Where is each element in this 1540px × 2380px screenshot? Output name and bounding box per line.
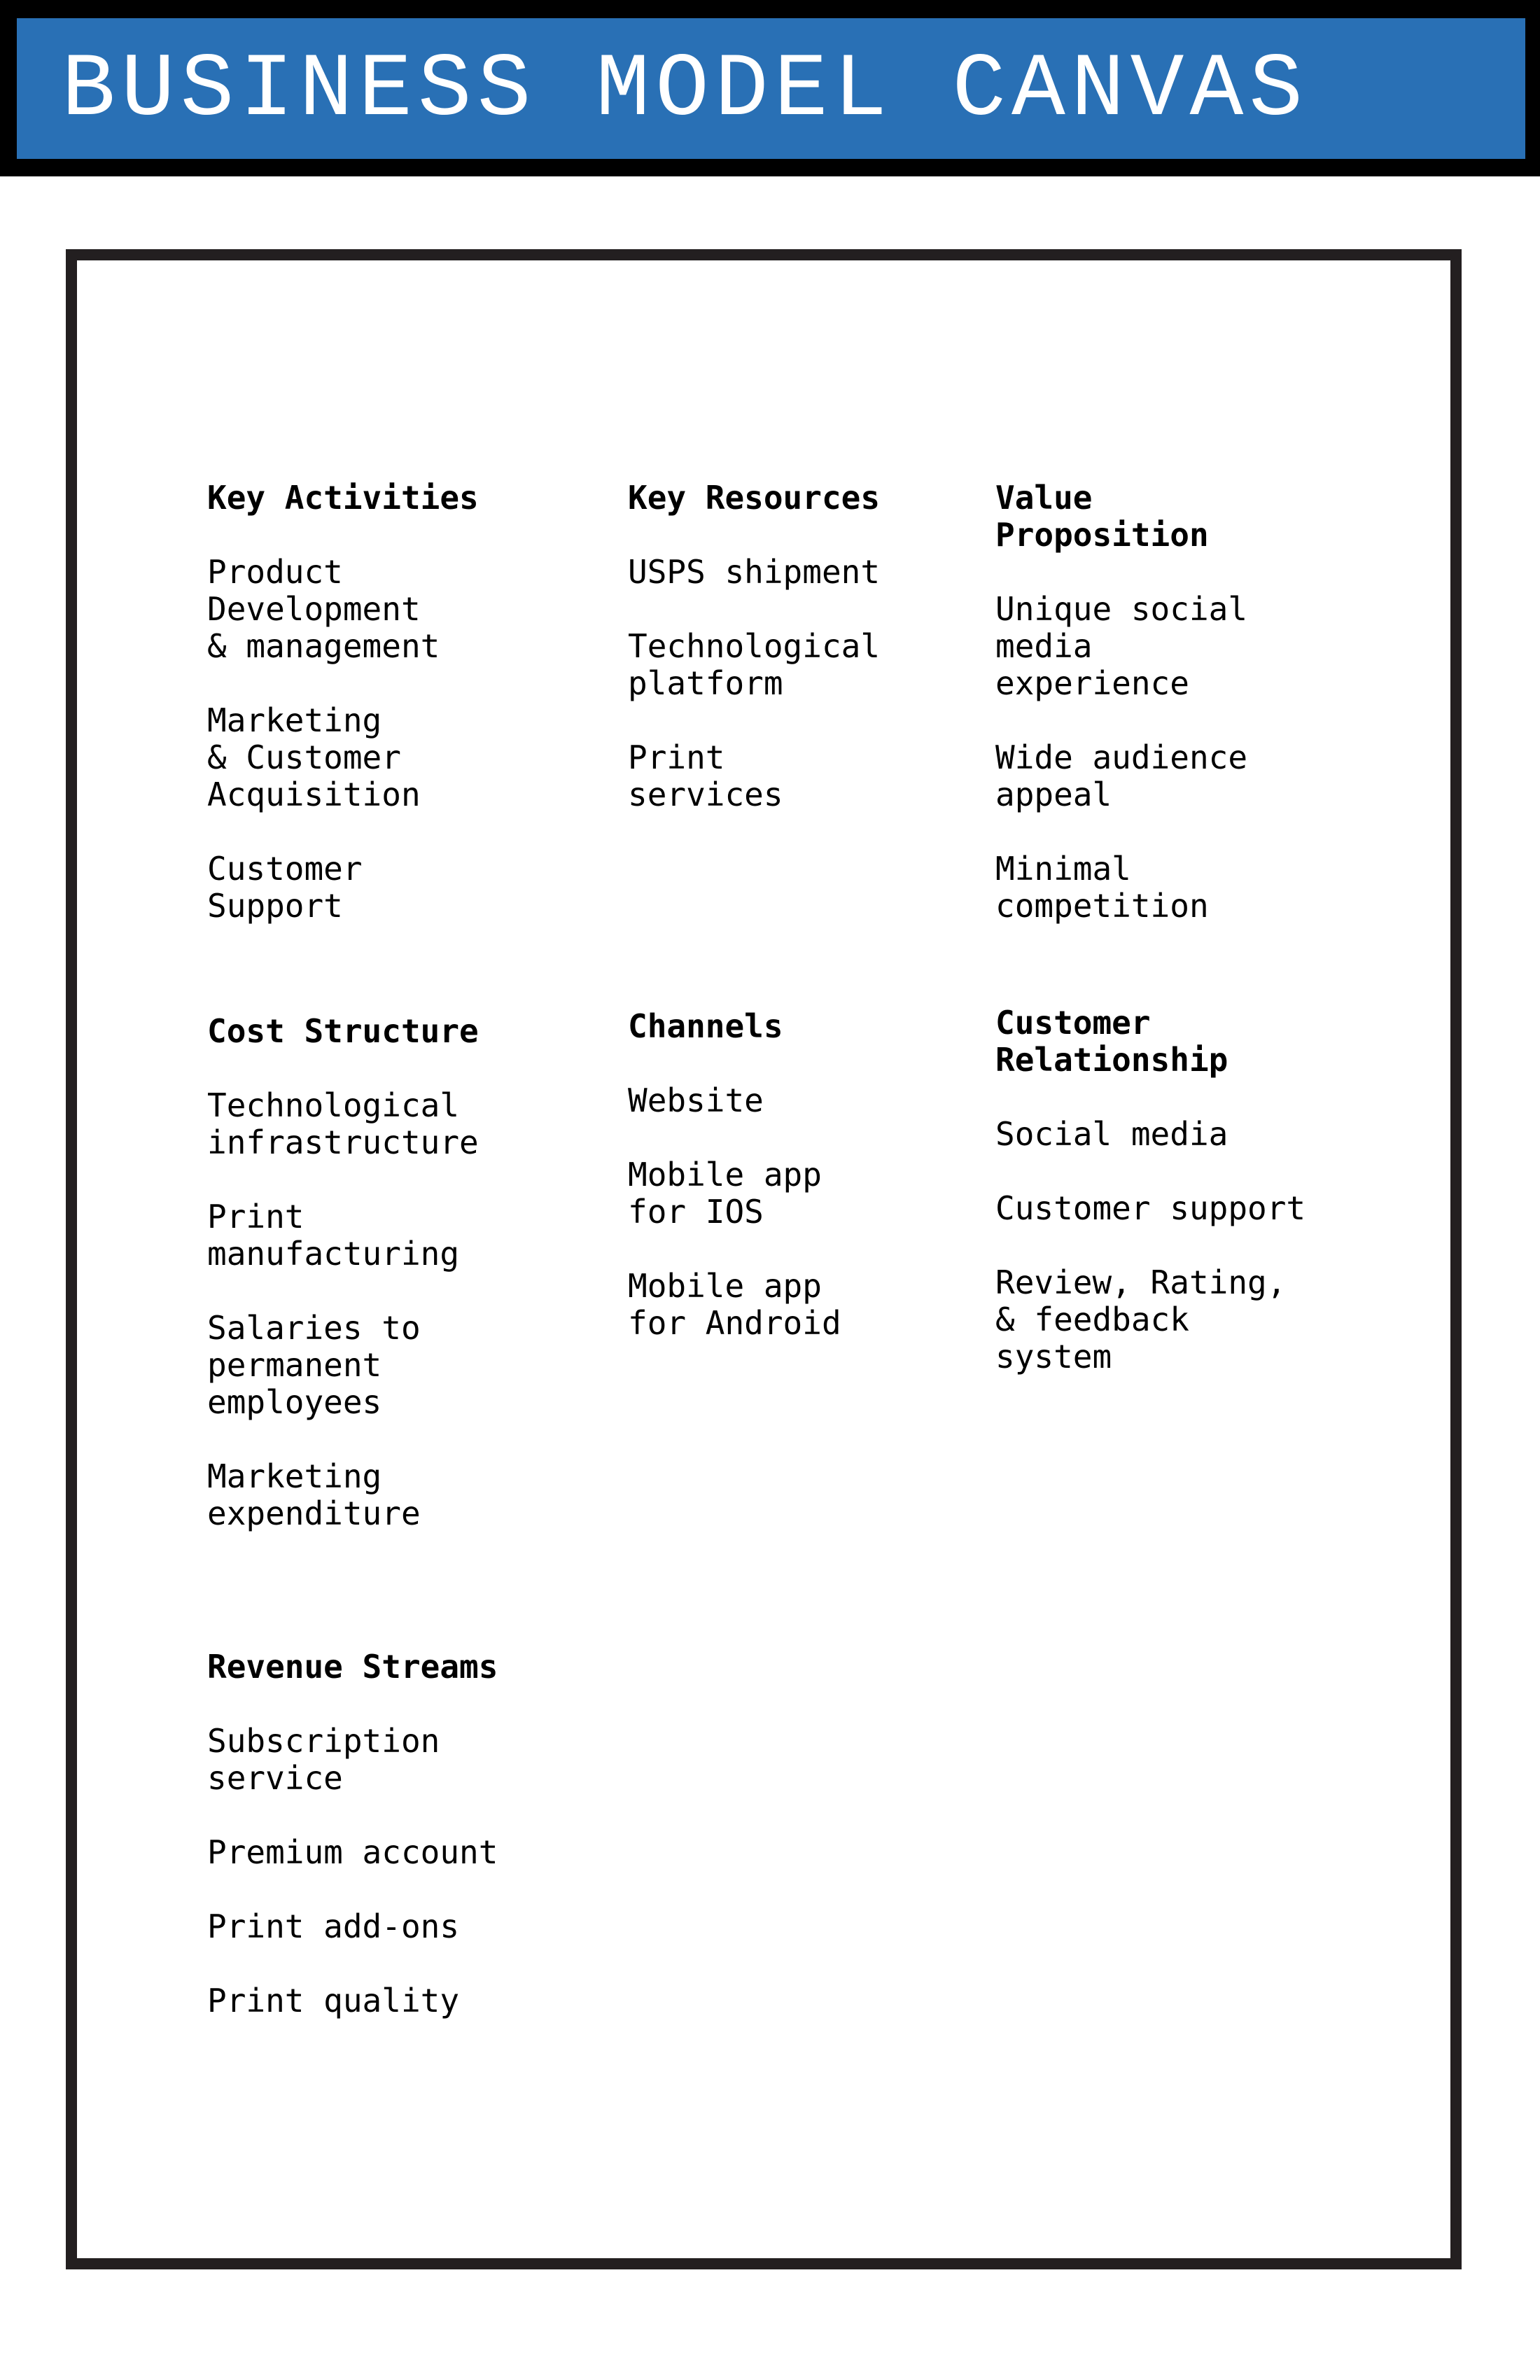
cost-structure-list [207,1087,479,1532]
title-banner-fill [17,18,1525,159]
list-item: Technological infrastructure [207,1086,479,1161]
page-title: BUSINESS MODEL CANVAS [62,40,1309,141]
list-item: Website [628,1082,764,1119]
list-item: Print add-ons [207,1907,460,1945]
list-item: Marketing & Customer Acquisition [207,701,421,813]
title-banner [0,0,1540,176]
list-item: Minimal competition [995,850,1209,925]
key-resources-section [628,479,880,813]
channels-list [628,1082,841,1342]
value-proposition-section [995,479,1247,925]
key-resources-title: Key Resources [628,479,881,517]
cost-structure-title: Cost Structure [207,1012,479,1050]
list-item: Print quality [207,1982,460,2019]
list-item: Customer support [995,1189,1306,1227]
key-activities-section [207,479,479,925]
key-activities-title: Key Activities [207,479,479,517]
list-item: Customer Support [207,850,363,925]
channels-title: Channels [628,1007,783,1045]
value-proposition-list [995,591,1247,925]
list-item: Marketing expenditure [207,1457,421,1532]
key-resources-list [628,554,880,813]
list-item: Premium account [207,1833,498,1871]
revenue-streams-title: Revenue Streams [207,1648,498,1686]
key-activities-list [207,554,479,925]
list-item: Salaries to permanent employees [207,1309,421,1421]
customer-relationship-list [995,1116,1306,1376]
list-item: Subscription service [207,1722,440,1797]
list-item: Technological platform [628,627,881,702]
list-item: Mobile app for Android [628,1267,841,1342]
list-item: Social media [995,1115,1228,1153]
revenue-streams-section [207,1648,498,2019]
cost-structure-section [207,1013,479,1532]
revenue-streams-list [207,1723,498,2019]
list-item: Print manufacturing [207,1198,460,1273]
list-item: Mobile app for IOS [628,1156,822,1231]
customer-relationship-title: Customer Relationship [995,1004,1228,1079]
list-item: Wide audience appeal [995,738,1248,813]
customer-relationship-section [995,1004,1306,1376]
list-item: Unique social media experience [995,590,1248,702]
list-item: Review, Rating, & feedback system [995,1264,1287,1376]
list-item: USPS shipment [628,553,881,591]
list-item: Print services [628,738,783,813]
value-proposition-title: Value Proposition [995,479,1209,554]
channels-section [628,1008,841,1342]
list-item: Product Development & management [207,553,440,665]
